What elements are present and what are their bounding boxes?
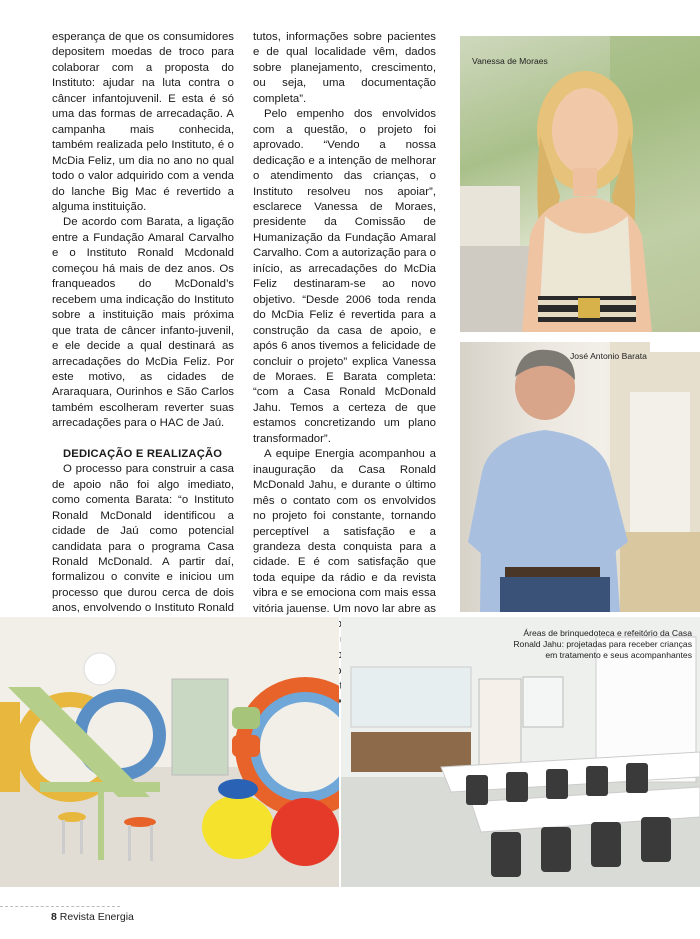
paragraph: Pelo empenho dos envolvidos com a questão, o projeto foi aprovado. “Vendo a nossa dedicação e a intenção de melhorar o atendimento das crianças, o Instituto resolveu nos apoiar”, esclarece Vanessa de Moraes, presidente da Comissão de Humanização da Fundação Amaral Carvalho. Com a autorização para o início, as arrecadações do McDia Feliz destinaram-se ao novo objetivo. “Desde 2006 toda renda do McDia Feliz é revertida para a construção da casa de apoio, e após 6 anos tivemos a felicidade de concluir o projeto” explica Vanessa de Moraes. E Barata completa: “com a Casa Ronald McDonald Jahu. Temos a certeza de que estamos concretizando um plano transformador”. <box>253 108 436 445</box>
portrait-illustration <box>460 36 700 332</box>
photo-vanessa-de-moraes <box>460 36 700 332</box>
paragraph: A equipe Energia acompanhou a inauguração da Casa Ronald McDonald Jahu, e durante o último mês o contato com os envolvidos no projeto foi constante, tornando perceptível a satisfação e a grandeza desta conquista para a cidade. E é com satisfação que toda equipe da rádio e da revista vibra e se emociona com mais essa vitória jauense. Um novo lar abre as <box>253 448 436 615</box>
playroom-illustration <box>0 617 339 887</box>
caption-line: em tratamento e seus acompanhantes <box>545 650 692 660</box>
portrait-illustration <box>460 342 700 612</box>
caption-dining <box>513 628 692 661</box>
page-footer <box>51 911 134 923</box>
caption-vanessa: Vanessa de Moraes <box>472 56 548 66</box>
caption-line: Áreas de brinquedoteca e refeitório da Casa <box>523 628 692 638</box>
paragraph: O processo para construir a casa de apoio não foi algo imediato, como comenta Barata: “o Instituto Ronald McDonald identificou a cidade de Jaú como potencial candidata para o programa Casa Ronald McDonald. A partir daí, formalizou o convite e iniciou um processo que durou cerca de dois anos, envolvendo o Instituto Ronald <box>52 463 234 615</box>
magazine-name: Revista Energia <box>59 911 134 923</box>
photo-playroom <box>0 617 339 887</box>
footer-rule <box>0 906 120 907</box>
photo-jose-antonio-barata <box>460 342 700 612</box>
paragraph: De acordo com Barata, a ligação entre a Fundação Amaral Carvalho e o Instituto Ronald Mcdonald começou há mais de dez anos. Os franqueados do McDonald’s recebem uma indicação do Instituto sobre a instituição mais próxima que trata de câncer infanto-juvenil, e ele decide a qual destinará as arrecadações do McDia Feliz. Por este motivo, as cidades de Araraquara, Ourinhos e São Carlos também escolheram reverter suas arrecadações para o HAC de Jaú. <box>52 216 234 430</box>
paragraph: tutos, informações sobre pacientes e de qual localidade vêm, dados sobre planejamento, crescimento, ou seja, uma documentação completa”. <box>253 31 436 105</box>
page-number: 8 <box>51 911 57 923</box>
paragraph: esperança de que os consumidores depositem moedas de troco para colaborar com a proposta do Instituto: ajudar na luta contra o câncer infantojuvenil. E esta é só uma das formas de arrecadação. A campanha mais conhecida, também realizada pelo Instituto, é o McDia Feliz, um dia no ano no qual todo o valor adquirido com a venda do lanche Big Mac é revertido a alguma instituição. <box>52 31 234 213</box>
caption-line: Ronald Jahu: projetadas para receber crianças <box>513 639 692 649</box>
caption-barata: José Antonio Barata <box>570 351 647 361</box>
photo-dining-room <box>341 617 700 887</box>
section-heading: DEDICAÇÃO E REALIZAÇÃO <box>63 447 223 460</box>
